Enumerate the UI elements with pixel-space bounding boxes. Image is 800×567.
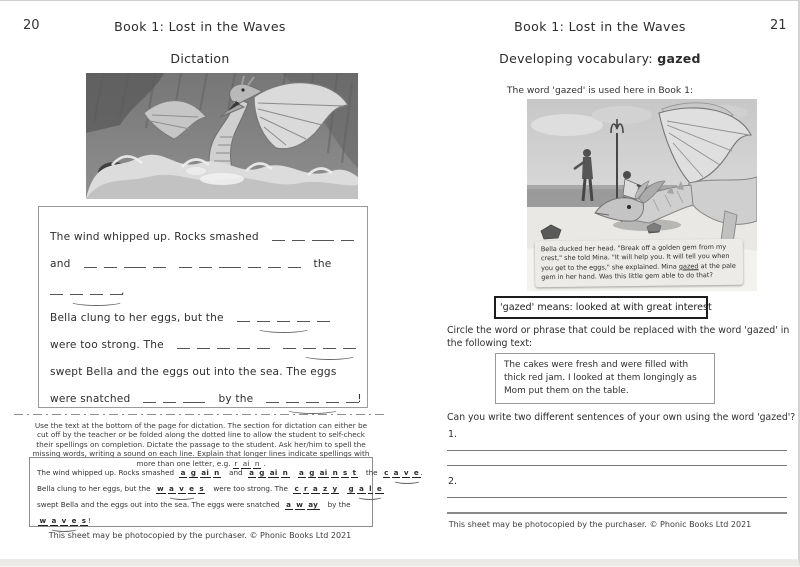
sound-blank bbox=[257, 347, 270, 349]
writing-line-1 bbox=[447, 450, 787, 451]
answer-sound: w bbox=[39, 516, 47, 525]
caption-underlined-word: gazed bbox=[678, 262, 699, 271]
answer-sound: e bbox=[71, 516, 77, 525]
answer-sound: g bbox=[309, 468, 315, 477]
circle-task-prompt: Circle the word or phrase that could be replaced with the word 'gazed' in the following text: bbox=[447, 325, 790, 349]
dictation-title: Dictation bbox=[170, 51, 230, 66]
sound-blank bbox=[248, 266, 261, 268]
text-line bbox=[50, 217, 359, 244]
answer-sound: r bbox=[304, 484, 308, 493]
line-text: the bbox=[365, 468, 378, 477]
sound-blank bbox=[326, 401, 339, 403]
example-sound: n bbox=[254, 458, 260, 468]
sound-blank bbox=[237, 347, 250, 349]
left-page-header: Book 1: Lost in the Waves bbox=[114, 19, 286, 34]
teacher-instructions: Use the text at the bottom of the page for dictation. The section for dictation can either be cut off by the teacher or be folded along the dotted line to allow the student to self-check their spellings on completion. Dictate the passage to the student. Ask her/him to spell the missing words, writing a sound on each line. Explain that longer lines indicate spellings with more than one letter, e.g. r ai n . bbox=[32, 421, 370, 468]
vocabulary-word: gazed bbox=[657, 51, 701, 66]
answer-sound: a bbox=[169, 484, 175, 493]
answer-sound: ay bbox=[308, 500, 319, 509]
sound-blank bbox=[283, 347, 296, 349]
line-text: the bbox=[313, 258, 332, 270]
sound-blank bbox=[286, 401, 299, 403]
vocabulary-title: Developing vocabulary: gazed bbox=[499, 51, 701, 66]
dictation-answer-box bbox=[29, 457, 423, 527]
sound-blank bbox=[110, 293, 123, 295]
answer-sound: y bbox=[332, 484, 338, 493]
sound-blank bbox=[323, 347, 336, 349]
sound-blank bbox=[297, 320, 310, 322]
missing-word-blanks bbox=[84, 266, 166, 268]
sound-blank bbox=[179, 266, 192, 268]
split-digraph-arc bbox=[70, 297, 123, 306]
answer-sound: c bbox=[294, 484, 299, 493]
answer-sound: l bbox=[369, 484, 372, 493]
spelled-answer-word bbox=[156, 484, 208, 494]
answer-sound: a bbox=[393, 468, 399, 477]
missing-word-blanks bbox=[179, 266, 301, 268]
text-line bbox=[37, 462, 423, 478]
sound-blank bbox=[199, 266, 212, 268]
sound-blank bbox=[104, 266, 117, 268]
spelled-answer-word bbox=[179, 468, 223, 478]
answer-sound: z bbox=[323, 484, 328, 493]
sound-blank bbox=[306, 401, 319, 403]
writing-line-4 bbox=[447, 512, 787, 514]
sound-blank bbox=[219, 266, 241, 268]
answer-sound: s bbox=[81, 516, 87, 525]
sound-blank bbox=[303, 347, 316, 349]
text-line bbox=[50, 244, 359, 271]
answer-sound: g bbox=[259, 468, 265, 477]
line-text: were snatched bbox=[50, 393, 131, 405]
sound-blank bbox=[143, 401, 156, 403]
answer-sound: e bbox=[189, 484, 195, 493]
page-left bbox=[0, 1, 423, 567]
answer-sound: g bbox=[348, 484, 354, 493]
missing-word-blanks bbox=[266, 401, 366, 403]
answer-sound: a bbox=[180, 468, 186, 477]
answer-sound: e bbox=[376, 484, 383, 493]
line-text: The wind whipped up. Rocks smashed bbox=[50, 231, 259, 243]
missing-word-blanks bbox=[177, 347, 270, 349]
sound-blank bbox=[343, 347, 356, 349]
line-text: and bbox=[229, 468, 243, 477]
caption-text: Bella ducked her head. "Break off a golden gem from my crest," she told Mina. "It will help you. It will tell you when you get to the eggs," she explained. Mina bbox=[540, 243, 730, 273]
missing-word-blanks bbox=[272, 239, 354, 241]
split-digraph-arc bbox=[257, 324, 310, 333]
writing-task-prompt: Can you write two different sentences of your own using the word 'gazed'? bbox=[447, 412, 796, 423]
line-text: Bella clung to her eggs, but the bbox=[37, 484, 151, 493]
sound-blank bbox=[90, 293, 103, 295]
answer-sound: a bbox=[312, 484, 319, 493]
page-number-right: 21 bbox=[770, 18, 787, 33]
example-sound: r bbox=[234, 458, 238, 468]
sound-blank bbox=[177, 347, 190, 349]
sound-blank bbox=[70, 293, 83, 295]
definition-box: 'gazed' means: looked at with great interest bbox=[494, 296, 708, 319]
split-digraph-arc bbox=[286, 405, 339, 414]
spelled-answer-word bbox=[285, 500, 322, 510]
sound-blank bbox=[84, 266, 97, 268]
line-text: swept Bella and the eggs out into the sea. The eggs were snatched bbox=[37, 500, 280, 509]
missing-word-blanks bbox=[50, 293, 130, 295]
text-line bbox=[50, 325, 359, 352]
text-line bbox=[50, 379, 362, 406]
answer-sound: e bbox=[413, 468, 420, 477]
item-2-label: 2. bbox=[448, 476, 458, 487]
line-text: The wind whipped up. Rocks smashed bbox=[37, 468, 175, 477]
spelled-answer-word bbox=[293, 484, 341, 494]
split-digraph-arc bbox=[168, 493, 196, 500]
sound-blank bbox=[346, 401, 359, 403]
sound-blank bbox=[341, 239, 354, 241]
item-1-label: 1. bbox=[448, 429, 458, 440]
dragon-storm-illustration bbox=[86, 73, 358, 199]
text-line bbox=[37, 510, 366, 526]
line-text: by the bbox=[218, 393, 254, 405]
practice-passage-box: The cakes were fresh and were filled with thick red jam. I looked at them longingly as Mom put them on the table. bbox=[495, 353, 715, 404]
sound-blank bbox=[312, 239, 334, 241]
cut-fold-dashed-line bbox=[14, 414, 386, 415]
writing-line-2 bbox=[447, 465, 787, 466]
sound-blank bbox=[183, 401, 205, 403]
line-text: . bbox=[420, 468, 423, 477]
sound-blank bbox=[217, 347, 230, 349]
answer-sound: ai bbox=[319, 468, 328, 477]
missing-word-blanks bbox=[237, 320, 337, 322]
sound-blank bbox=[163, 401, 176, 403]
line-text: swept Bella and the eggs out into the sea. The eggs bbox=[50, 366, 337, 378]
answer-sound: t bbox=[352, 468, 357, 477]
sound-blank bbox=[237, 320, 250, 322]
sound-blank bbox=[197, 347, 210, 349]
text-line bbox=[50, 271, 359, 298]
spelled-answer-word bbox=[347, 484, 386, 494]
answer-sound: c bbox=[384, 468, 389, 477]
right-footer-copyright: This sheet may be photocopied by the purchaser. © Phonic Books Ltd 2021 bbox=[448, 520, 752, 529]
missing-word-blanks bbox=[283, 347, 363, 349]
beach-dragon-illustration bbox=[527, 99, 757, 291]
answer-sound: g bbox=[190, 468, 197, 477]
answer-sound: n bbox=[282, 468, 289, 477]
answer-sound: a bbox=[358, 484, 365, 493]
answer-sound: a bbox=[286, 500, 292, 509]
answer-sound: ai bbox=[201, 468, 210, 477]
right-page-header: Book 1: Lost in the Waves bbox=[514, 19, 686, 34]
answer-sound: v bbox=[61, 516, 67, 525]
answer-sound: n bbox=[332, 468, 338, 477]
sound-blank bbox=[153, 266, 166, 268]
split-digraph-arc bbox=[357, 493, 383, 500]
text-line bbox=[37, 494, 366, 510]
left-footer-copyright: This sheet may be photocopied by the purchaser. © Phonic Books Ltd 2021 bbox=[48, 531, 352, 540]
answer-sound: a bbox=[51, 516, 57, 525]
answer-sound: v bbox=[179, 484, 185, 493]
instructions-text: Use the text at the bottom of the page for dictation. The section for dictation can either be cut off by the teacher or be folded along the dotted line to allow the student to self-check their spellings on completion. Dictate the passage to the student. Ask her/him to spell the missing words, writing a sound on each line. Explain that longer lines indicate spellings with more than one letter, e.g. bbox=[32, 421, 370, 468]
answer-sound: s bbox=[342, 468, 348, 477]
line-text: ! bbox=[357, 393, 362, 405]
story-excerpt-caption bbox=[535, 239, 744, 287]
sound-blank bbox=[268, 266, 281, 268]
sound-blank bbox=[317, 320, 330, 322]
sound-blank bbox=[266, 401, 279, 403]
answer-sound: v bbox=[403, 468, 409, 477]
writing-line-3 bbox=[447, 497, 787, 498]
intro-sentence: The word 'gazed' is used here in Book 1: bbox=[506, 85, 694, 96]
line-text: were too strong. The bbox=[213, 484, 288, 493]
answer-sound: a bbox=[299, 468, 305, 477]
sound-blank bbox=[272, 239, 285, 241]
line-text: . bbox=[121, 285, 125, 297]
line-text: Bella clung to her eggs, but the bbox=[50, 312, 224, 324]
missing-word-blanks bbox=[143, 401, 205, 403]
line-text: and bbox=[50, 258, 71, 270]
line-text: ! bbox=[87, 516, 91, 525]
answer-sound: ai bbox=[269, 468, 278, 477]
page-right bbox=[400, 1, 800, 567]
answer-sound: w bbox=[296, 500, 304, 509]
sound-blank bbox=[292, 239, 305, 241]
split-digraph-arc bbox=[303, 351, 356, 360]
sound-blank bbox=[124, 266, 146, 268]
caption-text: at the pale gem in her hand. Was this little gem able to do that? bbox=[541, 262, 736, 282]
sound-blank bbox=[257, 320, 270, 322]
line-text: by the bbox=[327, 500, 351, 509]
spelled-answer-word bbox=[248, 468, 292, 478]
answer-sound: s bbox=[199, 484, 204, 493]
answer-sound: a bbox=[249, 468, 255, 477]
spelled-answer-word bbox=[298, 468, 360, 478]
dictation-exercise-box bbox=[38, 206, 368, 408]
sound-blank bbox=[50, 293, 63, 295]
spelled-answer-word bbox=[38, 516, 90, 526]
page-number-left: 20 bbox=[23, 18, 40, 33]
answer-sound: w bbox=[157, 484, 164, 493]
example-sound: ai bbox=[242, 458, 250, 468]
sound-blank bbox=[288, 266, 301, 268]
line-text: were too strong. The bbox=[50, 339, 164, 351]
sound-blank bbox=[277, 320, 290, 322]
answer-sound: n bbox=[214, 468, 220, 477]
dragon-storm-drawing bbox=[86, 73, 358, 199]
text-line bbox=[37, 478, 383, 494]
